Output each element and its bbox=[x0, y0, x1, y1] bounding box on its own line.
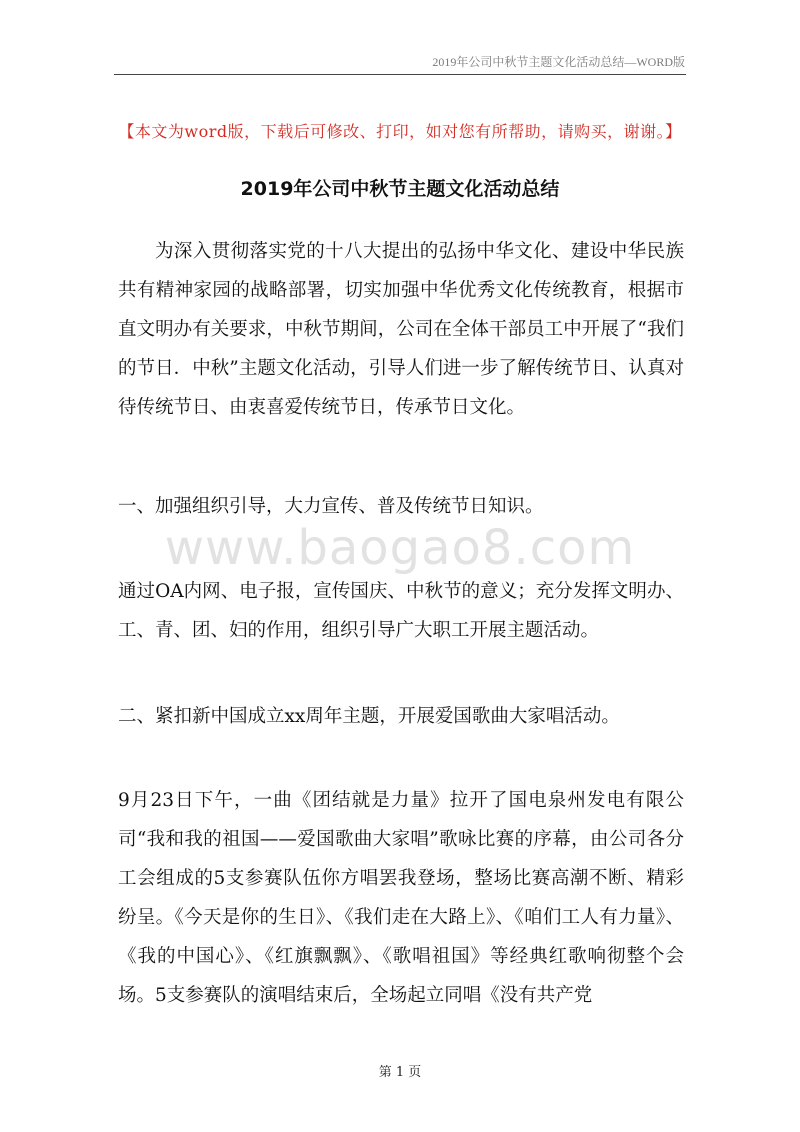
site-watermark: www.baogao8.com bbox=[164, 520, 636, 576]
section-1-paragraph: 通过OA内网、电子报，宣传国庆、中秋节的意义；充分发挥文明办、工、青、团、妇的作用，组织引导广大职工开展主题活动。 bbox=[118, 581, 684, 641]
intro-paragraph: 为深入贯彻落实党的十八大提出的弘扬中华文化、建设中华民族共有精神家园的战略部署，切实加强中华优秀文化传统教育，根据市直文明办有关要求，中秋节期间，公司在全体干部员工中开展了“我们的节日．中秋”主题文化活动，引导人们进一步了解传统节日、认真对待传统节日、由衷喜爱传统节日，传承节日文化。 bbox=[118, 241, 684, 418]
page-number: 第 1 页 bbox=[378, 1065, 422, 1080]
header-divider bbox=[114, 74, 686, 75]
running-header: 2019年公司中秋节主题文化活动总结—WORD版 bbox=[432, 55, 685, 69]
section-2-paragraph: 9月23日下午，一曲《团结就是力量》拉开了国电泉州发电有限公司“我和我的祖国——爱国歌曲大家唱”歌咏比赛的序幕，由公司各分工会组成的5支参赛队伍你方唱罢我登场，整场比赛高潮不断、精彩纷呈。《今天是你的生日》、《我们走在大路上》、《咱们工人有力量》、《我的中国心》、《红旗飘飘》、《歌唱祖国》等经典红歌响彻整个会场。5支参赛队的演唱结束后，全场起立同唱《没有共产党 bbox=[118, 790, 684, 1006]
document-title: 2019年公司中秋节主题文化活动总结 bbox=[240, 178, 560, 200]
purchase-notice: 【本文为word版，下载后可修改、打印，如对您有所帮助，请购买，谢谢。】 bbox=[118, 122, 682, 141]
section-heading-2: 二、紧扣新中国成立xx周年主题，开展爱国歌曲大家唱活动。 bbox=[118, 706, 620, 727]
section-heading-1: 一、加强组织引导，大力宣传、普及传统节日知识。 bbox=[118, 496, 544, 517]
